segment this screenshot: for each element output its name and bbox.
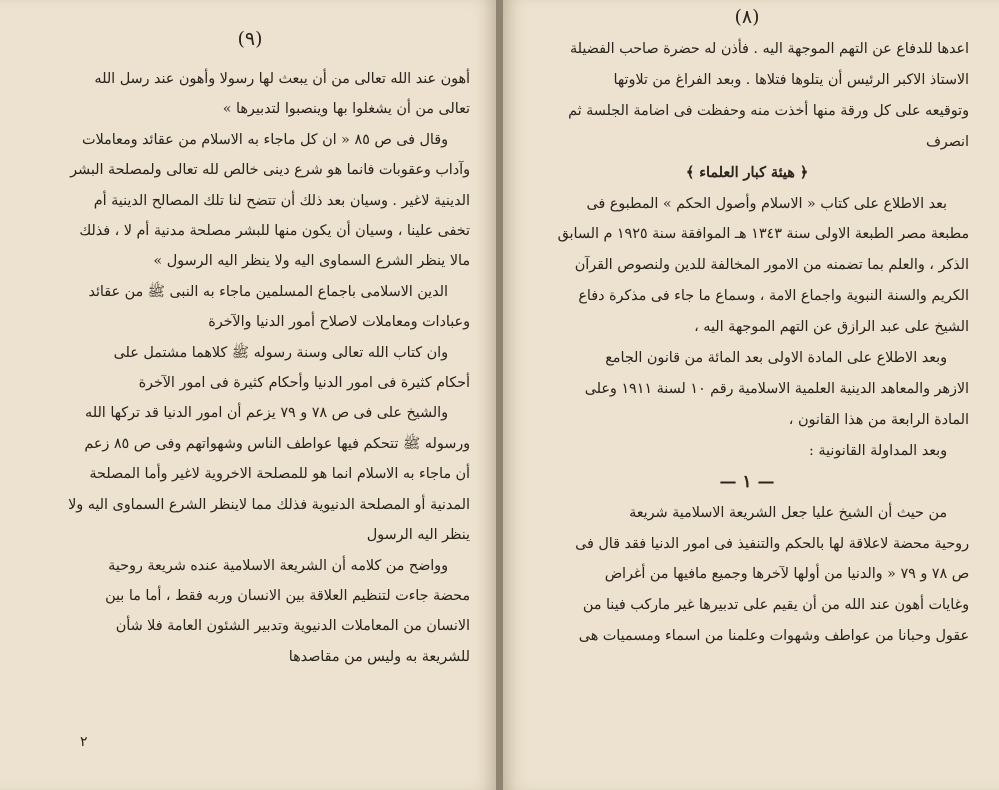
text-line: مالا ينظر الشرع السماوى اليه ولا ينظر اليه الرسول » [153, 253, 470, 270]
left-page [0, 0, 496, 790]
text-line: مطبعة مصر الطبعة الاولى سنة ١٣٤٣ هـ الموافقة سنة ١٩٢٥ م السابق [557, 226, 969, 243]
text-line: للشريعة به وليس من مقاصدها [288, 648, 470, 665]
text-line: ص ٧٨ و ٧٩ « والدنيا من أولها لآخرها وجميع مافيها من أغراض [604, 566, 969, 583]
text-line: أحكام كثيرة فى امور الدنيا وأحكام كثيرة فى امور الآخرة [138, 375, 470, 392]
text-line: وتوقيعه على كل ورقة منها أخذت منه وحفظت فى اضامة الجلسة ثم [568, 102, 969, 119]
text-line: الدينية لاغير . وسيان بعد ذلك أن تتضح لنا تلك المصالح الدينية أم [93, 192, 470, 209]
text-line: تعالى من أن يشغلوا بها وينصبوا لتدبيرها » [222, 101, 470, 118]
text-line: وقال فى ص ٨٥ « ان كل ماجاء به الاسلام من عقائد ومعاملات [82, 131, 448, 148]
text-line: وآداب وعقوبات فانما هو شرع دينى خالص لله تعالى ولمصلحة البشر [70, 162, 470, 179]
section-number: — ١ — [719, 471, 775, 492]
text-line: عقول وحبانا من عواطف وشهوات وعلمنا من اسماء ومسميات هى [578, 628, 969, 645]
text-line: من حيث أن الشيخ عليا جعل الشريعة الاسلامية شريعة [629, 504, 947, 521]
text-line: وبعد الاطلاع على المادة الاولى بعد المائة من قانون الجامع [605, 350, 947, 367]
text-line: ورسوله ﷺ تتحكم فيها عواطف الناس وشهواتهم وفى ص ٨٥ زعم [84, 435, 470, 452]
text-line: أهون عند الله تعالى من أن يبعث لها رسولا وأهون عند رسل الله [94, 71, 470, 87]
text-line: انصرف [925, 133, 969, 150]
text-line: والشيخ على فى ص ٧٨ و ٧٩ يزعم أن امور الدنيا قد تركها الله [85, 405, 448, 422]
right-page [503, 0, 999, 790]
text-line: روحية محضة لاعلاقة لها بالحكم والتنفيذ فى امور الدنيا فقد قال فى [575, 535, 969, 552]
page-number: (٩) [237, 28, 263, 50]
text-line: الاستاذ الاكبر الرئيس أن يتلوها فتلاها . وبعد الفراغ من تلاوتها [613, 71, 969, 88]
text-line: الذكر ، والعلم بما تضمنه من الامور المخالفة للدين ولنصوص القرآن [574, 257, 969, 274]
text-line: المادة الرابعة من هذا القانون ، [788, 411, 969, 428]
text-line: الازهر والمعاهد الدينية العلمية الاسلامية رقم ١٠ لسنة ١٩١١ وعلى [584, 380, 969, 397]
text-line: وعبادات ومعاملات لاصلاح أمور الدنيا والآخرة [208, 314, 470, 331]
page-body [525, 34, 969, 652]
text-line: بعد الاطلاع على كتاب « الاسلام وأصول الحكم » المطبوع فى [586, 195, 947, 212]
page-footer-mark: ٢ [80, 734, 88, 750]
text-line: محضة جاءت لتنظيم العلاقة بين الانسان وربه فقط ، أما ما بين [105, 587, 470, 604]
text-line: وبعد المداولة القانونية : [809, 442, 947, 459]
page-body [30, 64, 470, 672]
text-line: اعدها للدفاع عن التهم الموجهة اليه . فأذن له حضرة صاحب الفضيلة [569, 41, 969, 57]
text-line: وان كتاب الله تعالى وسنة رسوله ﷺ كلاهما مشتمل على [113, 344, 448, 361]
text-line: وواضح من كلامه أن الشريعة الاسلامية عنده شريعة روحية [108, 557, 448, 574]
text-line: الانسان من المعاملات الدنيوية وتدبير الشئون العامة فلا شأن [115, 618, 470, 635]
text-line: الدين الاسلامى باجماع المسلمين ماجاء به النبى ﷺ من عقائد [88, 283, 448, 300]
page-number: (٨) [734, 6, 760, 28]
text-line: ينظر اليه الرسول [366, 527, 470, 544]
text-line: وغايات أهون عند الله من أن يقيم على تدبيرها غير ماركب فينا من [582, 597, 969, 614]
text-line: الشيخ على عبد الرازق عن التهم الموجهة اليه ، [694, 319, 969, 336]
text-line: المدنية أو المصلحة الدنيوية فذلك مما لاينظر الشرع السماوى اليه ولا [68, 496, 470, 513]
section-heading: ﴿ هيئة كبار العلماء ﴾ [685, 164, 809, 181]
text-line: تخفى علينا ، وسيان أن يكون منها للبشر مصلحة مدنية أم لا ، فذلك [79, 223, 470, 240]
text-line: الكريم والسنة النبوية واجماع الامة ، وسماع ما جاء فى مذكرة دفاع [578, 288, 969, 305]
book-gutter [496, 0, 503, 790]
text-line: أن ماجاء به الاسلام انما هو للمصلحة الاخروية لاغير وأما المصلحة [89, 466, 470, 483]
